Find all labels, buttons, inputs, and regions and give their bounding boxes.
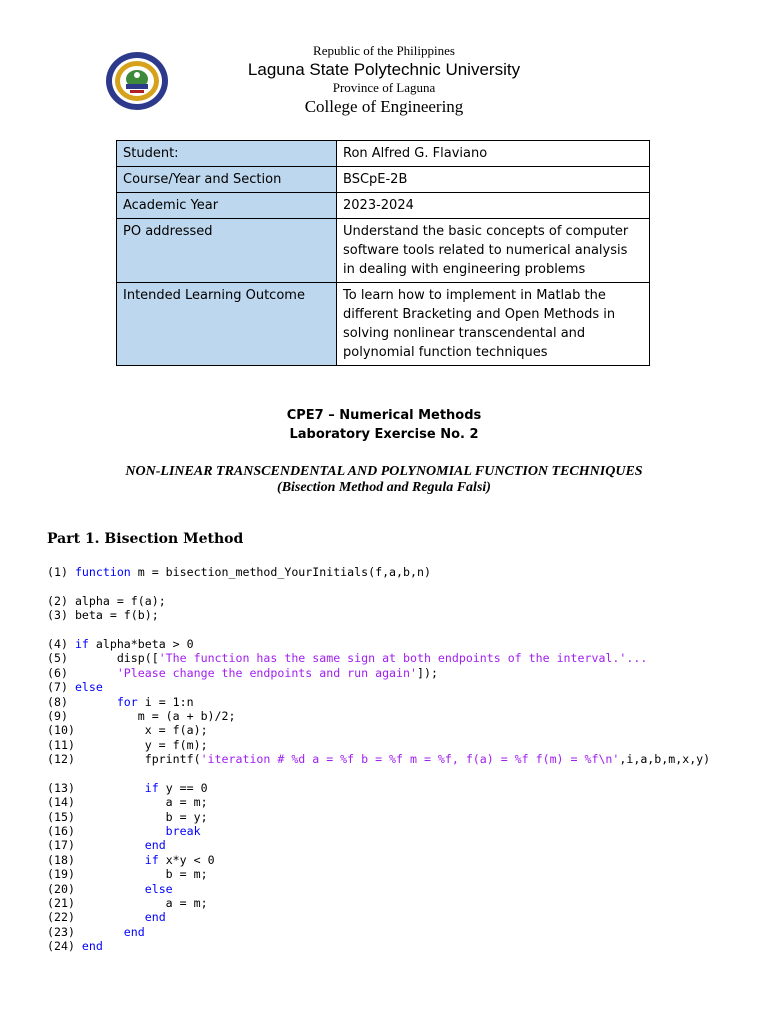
code-text: fprintf(: [81, 752, 201, 767]
code-keyword: for: [116, 694, 138, 709]
exercise-title: Laboratory Exercise No. 2: [289, 427, 479, 442]
code-text: ,i,a,b,m,x,y): [619, 752, 711, 767]
table-row: [117, 219, 650, 283]
code-line: [47, 680, 762, 694]
topic-title: NON-LINEAR TRANSCENDENTAL AND POLYNOMIAL FUNCTION TECHNIQUES: [125, 464, 643, 479]
code-string: 'Please change the endpoints and run again': [116, 665, 417, 680]
label-cell: Academic Year: [117, 193, 337, 219]
code-text: x*y < 0: [165, 852, 215, 867]
code-line: [47, 882, 762, 896]
code-text: disp([: [74, 651, 159, 666]
table-row: [117, 283, 650, 366]
table-row: [117, 167, 650, 193]
line-number: (9): [47, 708, 68, 723]
line-number: (4): [47, 636, 68, 651]
code-line: [47, 752, 762, 766]
value-cell: 2023-2024: [337, 193, 650, 219]
code-line: [47, 695, 762, 709]
code-text: m = bisection_method_YourInitials(f,a,b,n): [137, 565, 431, 579]
code-keyword: end: [81, 939, 103, 954]
code-line: [47, 738, 762, 752]
line-number: (15): [47, 809, 75, 824]
college-name: College of Engineering: [304, 97, 464, 116]
code-line: [47, 608, 762, 622]
code-text: [82, 910, 145, 924]
code-text: y = f(m);: [81, 737, 208, 752]
code-keyword: end: [144, 910, 166, 925]
code-keyword: end: [123, 924, 145, 939]
code-line: [47, 925, 762, 939]
code-text: ]);: [416, 665, 438, 680]
table-row: [117, 193, 650, 219]
code-text: [82, 853, 145, 867]
line-number: (21): [47, 895, 75, 910]
line-number: (7): [47, 680, 68, 695]
label-cell: Course/Year and Section: [117, 167, 337, 193]
code-text: [82, 838, 145, 852]
code-line: [47, 853, 762, 867]
code-text: [82, 882, 145, 896]
code-line: [47, 594, 762, 608]
value-cell: BSCpE-2B: [337, 167, 650, 193]
label-cell: Student:: [117, 141, 337, 167]
university-name: Laguna State Polytechnic University: [247, 60, 521, 79]
line-number: (17): [47, 838, 75, 853]
code-blank-line: [47, 766, 762, 780]
code-keyword: if: [144, 852, 159, 867]
code-text: [75, 666, 117, 680]
document-header: [0, 42, 768, 118]
code-text: y == 0: [165, 780, 208, 795]
code-text: x = f(a);: [81, 723, 208, 738]
value-cell: Ron Alfred G. Flaviano: [337, 141, 650, 167]
line-number: (24): [47, 939, 75, 954]
code-keyword: else: [74, 680, 103, 695]
line-number: (22): [47, 910, 75, 925]
code-keyword: break: [165, 824, 201, 839]
code-text: i = 1:n: [144, 694, 194, 709]
province-line: Province of Laguna: [332, 80, 436, 95]
code-blank-line: [47, 623, 762, 637]
republic-line: Republic of the Philippines: [313, 43, 455, 58]
code-line: [47, 810, 762, 824]
code-line: [47, 666, 762, 680]
value-cell: Understand the basic concepts of computer software tools related to numerical analysis in dealing with engineering problems: [337, 219, 650, 283]
label-cell: Intended Learning Outcome: [117, 283, 337, 366]
line-number: (3): [47, 608, 68, 623]
code-line: [47, 795, 762, 809]
code-string: 'The function has the same sign at both endpoints of the interval.'...: [158, 651, 648, 666]
code-text: beta = f(b);: [74, 608, 159, 623]
code-line: [47, 723, 762, 737]
code-text: [82, 925, 124, 939]
course-title: CPE7 – Numerical Methods: [286, 408, 482, 423]
line-number: (5): [47, 651, 68, 666]
line-number: (2): [47, 593, 68, 608]
code-line: [47, 867, 762, 881]
line-number: (8): [47, 694, 68, 709]
code-line: [47, 910, 762, 924]
topic-heading: [0, 464, 768, 496]
code-text: alpha*beta > 0: [95, 636, 194, 651]
code-text: m = (a + b)/2;: [74, 708, 236, 723]
line-number: (10): [47, 723, 75, 738]
code-text: [82, 824, 166, 838]
code-line: [47, 709, 762, 723]
line-number: (6): [47, 665, 68, 680]
code-keyword: function: [74, 565, 131, 579]
line-number: (11): [47, 737, 75, 752]
topic-subtitle: (Bisection Method and Regula Falsi): [277, 480, 491, 495]
code-keyword: else: [144, 881, 173, 896]
course-heading: [0, 406, 768, 444]
code-keyword: if: [144, 780, 159, 795]
line-number: (13): [47, 780, 75, 795]
code-line: [47, 651, 762, 665]
code-text: a = m;: [81, 895, 208, 910]
line-number: (19): [47, 867, 75, 882]
code-text: [82, 781, 145, 795]
code-line: [47, 824, 762, 838]
code-text: [75, 695, 117, 709]
code-keyword: end: [144, 838, 166, 853]
code-line: [47, 637, 762, 651]
code-text: a = m;: [81, 795, 208, 810]
label-cell: PO addressed: [117, 219, 337, 283]
code-text: b = y;: [81, 809, 208, 824]
student-info-table: [116, 140, 650, 366]
line-number: (18): [47, 852, 75, 867]
line-number: (14): [47, 795, 75, 810]
code-text: b = m;: [81, 867, 208, 882]
part1-title: Part 1. Bisection Method: [47, 531, 244, 547]
line-number: (20): [47, 881, 75, 896]
code-keyword: if: [74, 636, 89, 651]
code-line: [47, 939, 762, 953]
line-number: (1): [47, 565, 68, 579]
value-cell: To learn how to implement in Matlab the different Bracketing and Open Methods in solving nonlinear transcendental and polynomial function techniques: [337, 283, 650, 366]
line-number: (23): [47, 924, 75, 939]
table-row: [117, 141, 650, 167]
code-text: alpha = f(a);: [74, 593, 166, 608]
code-blank-line: [47, 579, 762, 593]
code-line: [47, 565, 762, 579]
code-line: [47, 896, 762, 910]
line-number: (12): [47, 752, 75, 767]
code-line: [47, 781, 762, 795]
code-string: 'iteration # %d a = %f b = %f m = %f, f(a) = %f f(m) = %f\n': [200, 752, 620, 767]
code-listing: [47, 565, 762, 954]
code-line: [47, 838, 762, 852]
line-number: (16): [47, 824, 75, 839]
